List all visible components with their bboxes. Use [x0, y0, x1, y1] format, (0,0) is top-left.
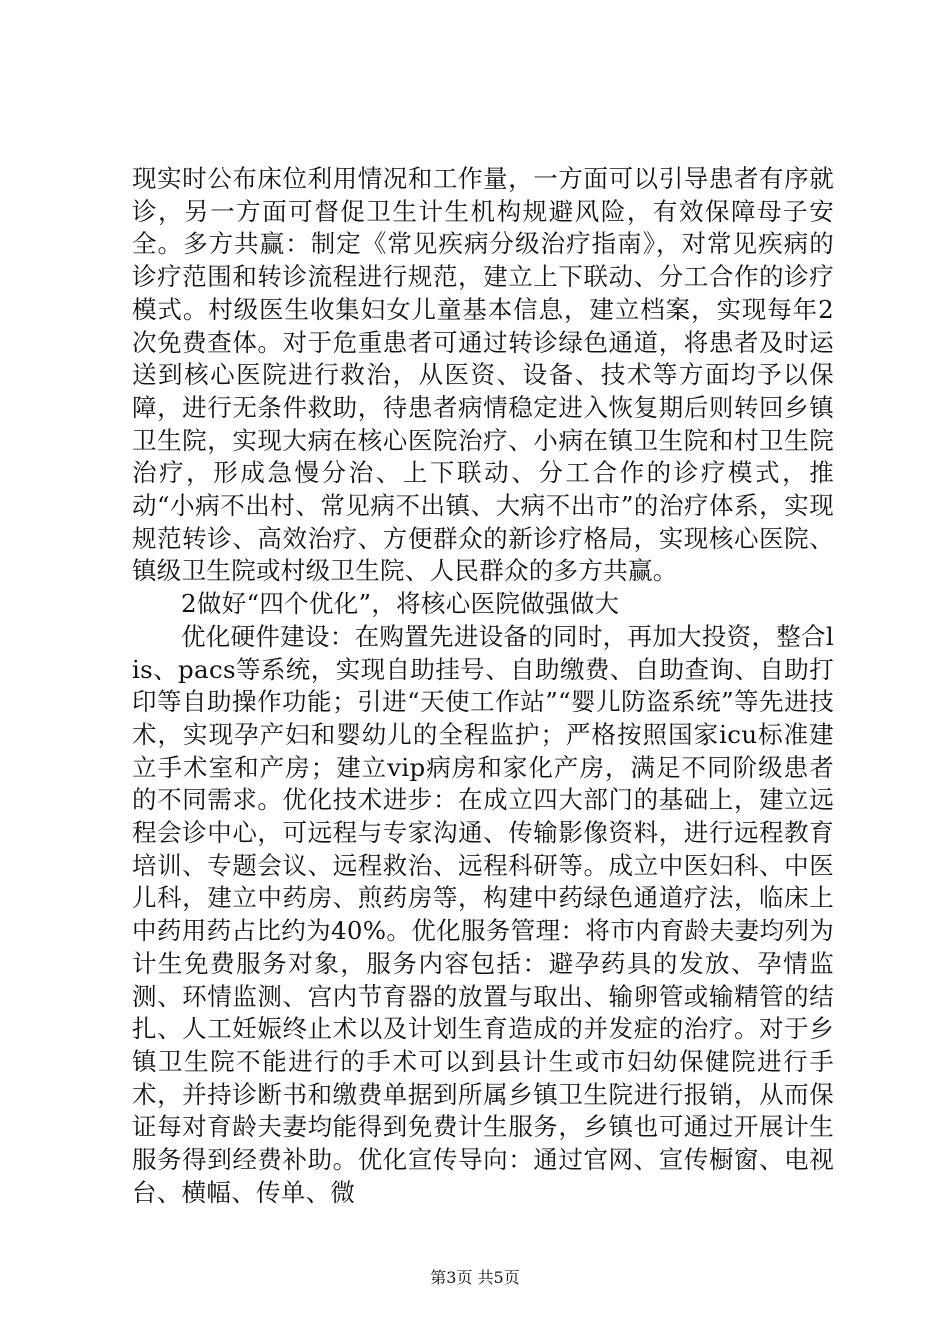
- page-number-footer: 第3页 共5页: [430, 1268, 520, 1287]
- section-heading: 2做好“四个优化”，将核心医院做强做大: [181, 589, 620, 619]
- paragraph-continuation: 现实时公布床位利用情况和工作量，一方面可以引导患者有序就诊，另一方面可督促卫生计生机构规避风险，有效保障母子安全。多方共赢：制定《常见疾病分级治疗指南》，对常见疾病的诊疗范围和转诊流程进行规范，建立上下联动、分工合作的诊疗模式。村级医生收集妇女儿童基本信息，建立档案，实现每年2次免费查体。对于危重患者可通过转诊绿色通道，将患者及时运送到核心医院进行救治，从医资、设备、技术等方面均予以保障，进行无条件救助，待患者病情稳定进入恢复期后则转回乡镇卫生院，实现大病在核心医院治疗、小病在镇卫生院和村卫生院治疗，形成急慢分治、上下联动、分工合作的诊疗模式，推动“小病不出村、常见病不出镇、大病不出市”的治疗体系，实现规范转诊、高效治疗、方便群众的新诊疗格局，实现核心医院、镇级卫生院或村级卫生院、人民群众的多方共赢。: [132, 164, 834, 586]
- document-body: [132, 163, 834, 1210]
- paragraph-optimization: 优化硬件建设：在购置先进设备的同时，再加大投资，整合lis、pacs等系统，实现自助挂号、自助缴费、自助查询、自助打印等自助操作功能；引进“天使工作站”“婴儿防盗系统”等先进技术，实现孕产妇和婴幼儿的全程监护；严格按照国家icu标准建立手术室和产房；建立vip病房和家化产房，满足不同阶级患者的不同需求。优化技术进步：在成立四大部门的基础上，建立远程会诊中心，可远程与专家沟通、传输影像资料，进行远程教育培训、专题会议、远程救治、远程科研等。成立中医妇科、中医儿科，建立中药房、煎药房等，构建中药绿色通道疗法，临床上中药用药占比约为40%。优化服务管理：将市内育龄夫妻均列为计生免费服务对象，服务内容包括：避孕药具的发放、孕情监测、环情监测、宫内节育器的放置与取出、输卵管或输精管的结扎、人工妊娠终止术以及计划生育造成的并发症的治疗。对于乡镇卫生院不能进行的手术可以到县计生或市妇幼保健院进行手术，并持诊断书和缴费单据到所属乡镇卫生院进行报销，从而保证每对育龄夫妻均能得到免费计生服务，乡镇也可通过开展计生服务得到经费补助。优化宣传导向：通过官网、宣传橱窗、电视台、横幅、传单、微: [132, 621, 834, 1207]
